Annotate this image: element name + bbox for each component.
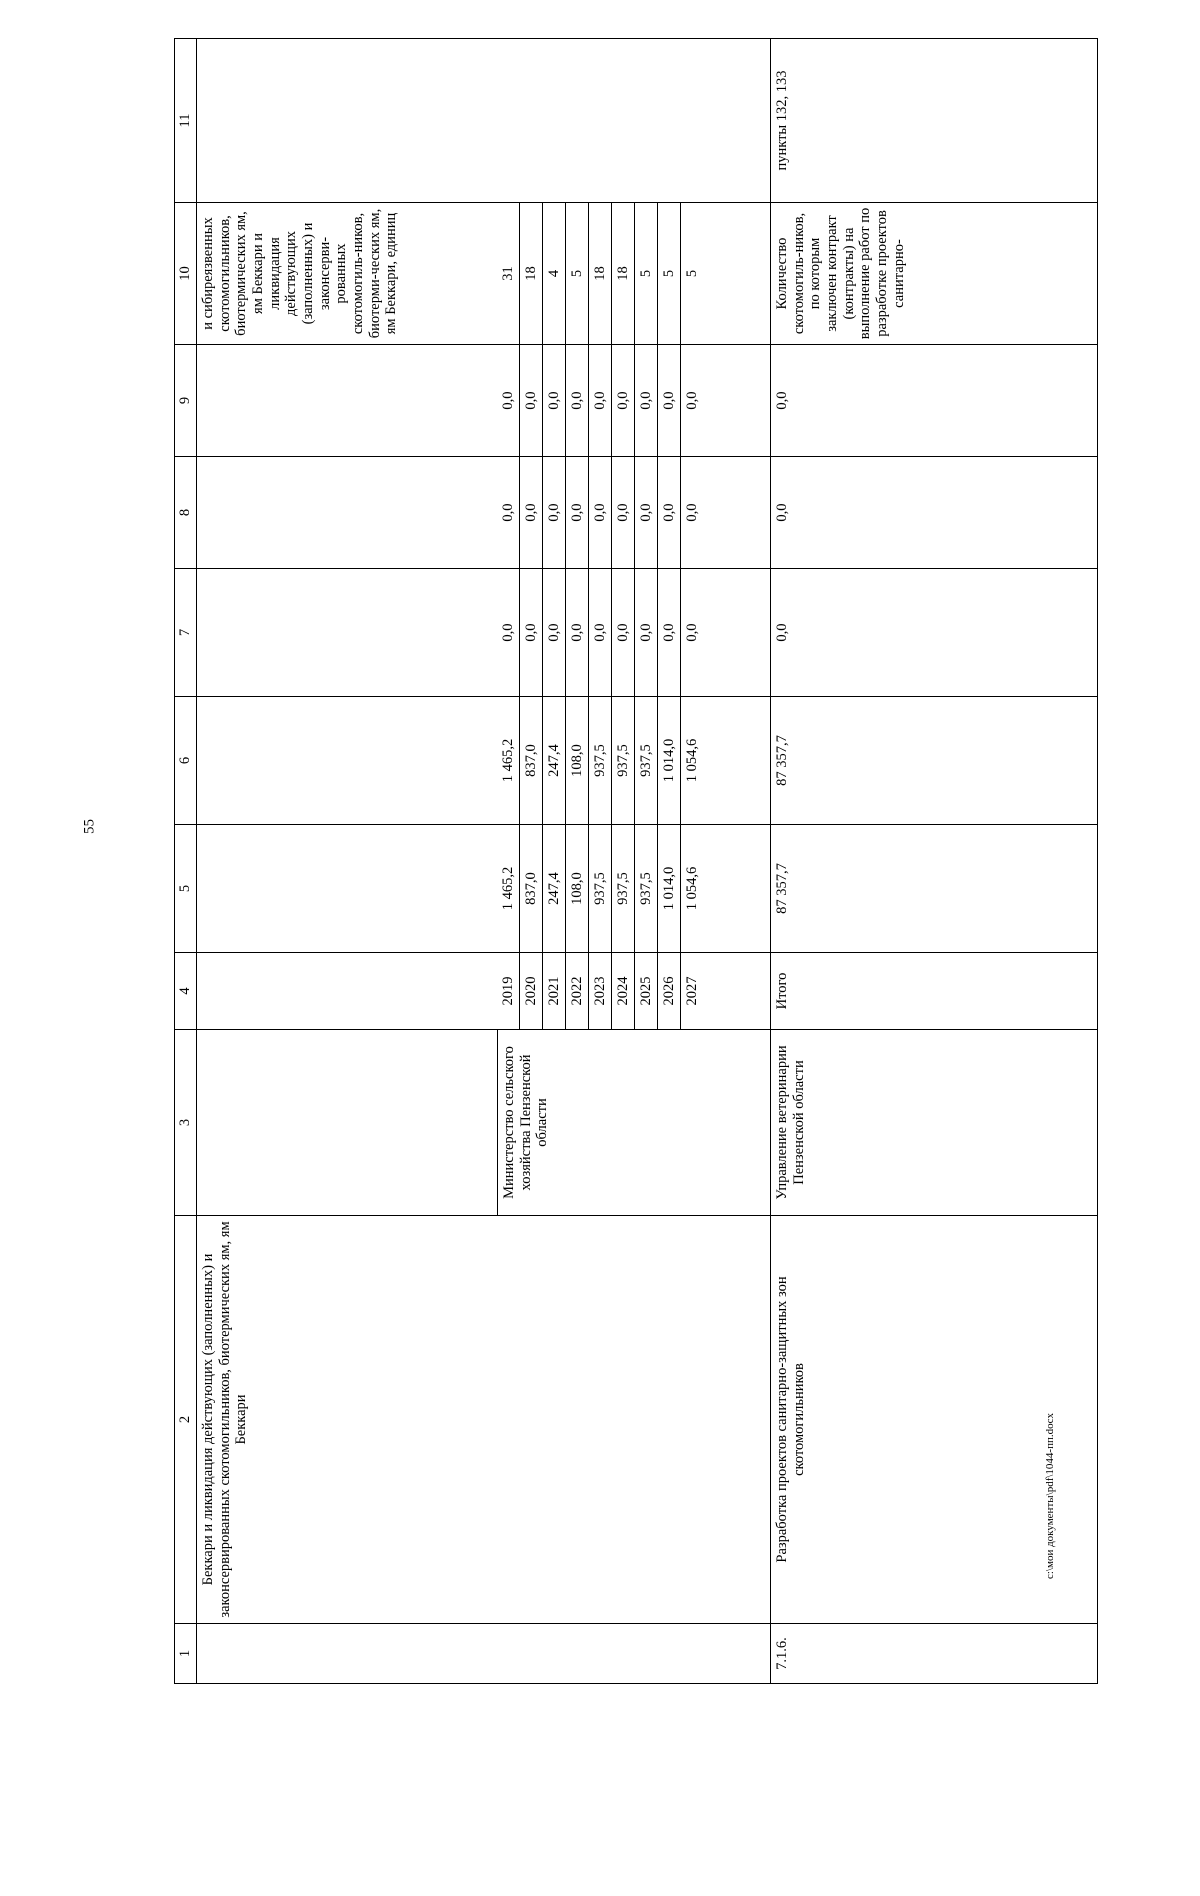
col8-cell (197, 457, 771, 569)
value-cell: 4 (543, 203, 566, 344)
value-cell: 0,0 (520, 457, 543, 568)
header-cell: 5 (175, 825, 197, 953)
value-cell: 5 (566, 203, 589, 344)
value-cell: 937,5 (589, 697, 612, 824)
row2-col8: 0,0 (771, 457, 1098, 569)
value-cell: 837,0 (520, 825, 543, 952)
value-cell: 0,0 (520, 345, 543, 456)
value-cell: 18 (520, 203, 543, 344)
value-cell: 0,0 (543, 569, 566, 696)
value-cell: 937,5 (589, 825, 612, 952)
value-cell: 0,0 (589, 457, 612, 568)
value-cell: 837,0 (520, 697, 543, 824)
header-cell: 10 (175, 203, 197, 345)
row2-col7: 0,0 (771, 569, 1098, 697)
value-cell: 31 (500, 266, 516, 281)
value-cell: 0,0 (681, 569, 704, 696)
row1-note-cell (197, 39, 771, 203)
value-cell: 1 465,2 (500, 738, 516, 783)
value-cell: 0,0 (566, 345, 589, 456)
value-cell: 937,5 (635, 697, 658, 824)
row1-executor (197, 1030, 771, 1216)
row2-event-name: Разработка проектов санитарно-защитных зон скотомогильников (771, 1216, 1098, 1624)
header-row (175, 39, 197, 1684)
value-cell: 1 014,0 (658, 825, 681, 952)
row1-event-name: Беккари и ликвидация действующих (заполненных) и законсервированных скотомогильников, биотермических ям, ям Беккари (197, 1216, 771, 1624)
program-table (174, 38, 1098, 1684)
header-cell: 1 (175, 1624, 197, 1684)
value-cell: 0,0 (612, 345, 635, 456)
header-cell: 11 (175, 39, 197, 203)
footer-file-path: c:\мои документы\pdf\1044-пп.docx (1044, 1413, 1056, 1580)
header-cell: 7 (175, 569, 197, 697)
value-cell: 0,0 (635, 457, 658, 568)
value-cell: 108,0 (566, 825, 589, 952)
row2-year: Итого (771, 953, 1098, 1030)
value-cell: 0,0 (681, 457, 704, 568)
value-cell: 1 054,6 (681, 825, 704, 952)
col10-cell (197, 203, 771, 345)
value-cell: 0,0 (681, 345, 704, 456)
row1-number-cell (197, 1624, 771, 1684)
col5-cell (197, 825, 771, 953)
header-cell: 9 (175, 345, 197, 457)
col9-values (497, 345, 703, 456)
value-cell: 0,0 (500, 623, 516, 642)
row2-note: пункты 132, 133 (771, 39, 1098, 203)
value-cell: 0,0 (658, 457, 681, 568)
page-number: 55 (81, 819, 98, 834)
value-cell: 1 054,6 (681, 697, 704, 824)
header-cell: 6 (175, 697, 197, 825)
row2-col6: 87 357,7 (771, 697, 1098, 825)
row2-number: 7.1.6. (771, 1624, 1098, 1684)
year-cell: 2027 (681, 953, 704, 1029)
value-cell: 0,0 (566, 457, 589, 568)
header-cell: 3 (175, 1030, 197, 1216)
row1-indicator-text: и сибиреязвенных скотомогильников, биотермических ям, ям Беккари и ликвидация действующих (заполненных) и законсерви-рованных скотомогиль-ников, биотерми-ческих ям, ям Беккари, единиц (200, 208, 400, 339)
row2-col9: 0,0 (771, 345, 1098, 457)
value-cell: 18 (612, 203, 635, 344)
value-cell: 0,0 (500, 391, 516, 410)
year-cell: 2021 (543, 953, 566, 1029)
row1-executor-name: Министерство сельского хозяйства Пензенской области (497, 1030, 554, 1215)
value-cell: 247,4 (543, 825, 566, 952)
header-cell: 2 (175, 1216, 197, 1624)
value-cell: 0,0 (520, 569, 543, 696)
year-cell: 2023 (589, 953, 612, 1029)
header-cell: 8 (175, 457, 197, 569)
value-cell: 0,0 (589, 569, 612, 696)
year-cell: 2024 (612, 953, 635, 1029)
value-cell: 937,5 (612, 825, 635, 952)
col6-cell (197, 697, 771, 825)
col8-values (497, 457, 703, 568)
value-cell: 1 014,0 (658, 697, 681, 824)
col7-cell (197, 569, 771, 697)
col10-values (497, 203, 703, 344)
value-cell: 5 (681, 203, 704, 344)
header-cell: 4 (175, 953, 197, 1030)
years-list (497, 953, 703, 1029)
row2-indicator: Количество скотомогиль-ников, по которым заключен контракт (контракты) на выполнение работ по разработке проектов санитарно- (771, 203, 1098, 345)
row2-col5: 87 357,7 (771, 825, 1098, 953)
value-cell: 5 (658, 203, 681, 344)
value-cell: 108,0 (566, 697, 589, 824)
value-cell: 937,5 (612, 697, 635, 824)
rotated-table-container (174, 39, 1098, 1684)
value-cell: 0,0 (658, 345, 681, 456)
value-cell: 0,0 (543, 457, 566, 568)
year-cell: 2026 (658, 953, 681, 1029)
value-cell: 0,0 (589, 345, 612, 456)
value-cell: 0,0 (635, 345, 658, 456)
value-cell: 0,0 (635, 569, 658, 696)
row2-executor: Управление ветеринарии Пензенской области (771, 1030, 1098, 1216)
year-cell: 2022 (566, 953, 589, 1029)
col5-values (497, 825, 703, 952)
value-cell: 0,0 (612, 457, 635, 568)
value-cell: 0,0 (543, 345, 566, 456)
table-row (197, 39, 771, 1684)
value-cell: 0,0 (566, 569, 589, 696)
value-cell: 0,0 (500, 503, 516, 522)
value-cell: 0,0 (612, 569, 635, 696)
value-cell: 247,4 (543, 697, 566, 824)
value-cell: 937,5 (635, 825, 658, 952)
col6-values (497, 697, 703, 824)
col7-values (497, 569, 703, 696)
col9-cell (197, 345, 771, 457)
value-cell: 1 465,2 (500, 866, 516, 911)
year-cell: 2025 (635, 953, 658, 1029)
value-cell: 5 (635, 203, 658, 344)
year-cell: 2019 (500, 976, 516, 1006)
value-cell: 0,0 (658, 569, 681, 696)
value-cell: 18 (589, 203, 612, 344)
years-cell (197, 953, 771, 1030)
year-cell: 2020 (520, 953, 543, 1029)
